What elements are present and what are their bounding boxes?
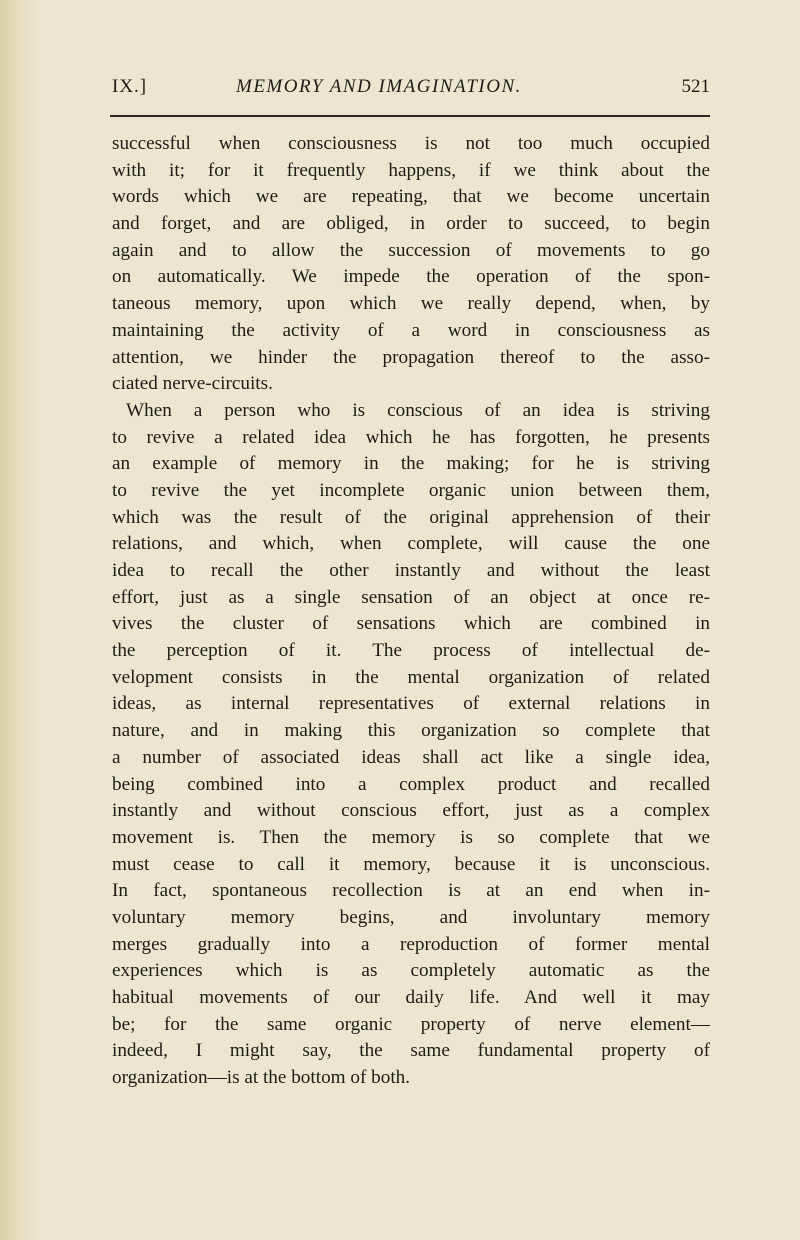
text-line: nature, and in making this organization so complete that (112, 720, 710, 742)
text-line: words which we are repeating, that we become uncertain (112, 186, 710, 208)
text-line: on automatically. We impede the operation of the spon- (112, 266, 710, 288)
text-line: being combined into a complex product and recalled (112, 773, 710, 795)
text-line: velopment consists in the mental organization of related (112, 666, 710, 688)
text-line: a number of associated ideas shall act like a single idea, (112, 746, 710, 768)
header-rule (110, 115, 710, 117)
page-number: 521 (681, 76, 710, 97)
text-line: In fact, spontaneous recollection is at an end when in- (112, 880, 710, 902)
text-line: to revive a related idea which he has forgotten, he presents (112, 426, 710, 448)
text-line: When a person who is conscious of an idea is striving (126, 399, 710, 421)
text-line: indeed, I might say, the same fundamental property of (112, 1040, 710, 1062)
text-line: voluntary memory begins, and involuntary memory (112, 906, 710, 928)
text-line: experiences which is as completely automatic as the (112, 960, 710, 982)
text-line: taneous memory, upon which we really depend, when, by (112, 293, 710, 315)
text-line: organization—is at the bottom of both. (112, 1067, 411, 1089)
text-line: ideas, as internal representatives of external relations in (112, 693, 710, 715)
text-line: with it; for it frequently happens, if we think about the (112, 159, 710, 181)
text-line: which was the result of the original apprehension of their (112, 506, 710, 528)
text-line: habitual movements of our daily life. And well it may (112, 987, 710, 1008)
text-line: instantly and without conscious effort, just as a complex (112, 800, 710, 822)
text-line: and forget, and are obliged, in order to succeed, to begin (112, 213, 710, 235)
text-line: the perception of it. The process of intellectual de- (112, 640, 710, 662)
text-line: idea to recall the other instantly and without the least (112, 560, 710, 581)
paragraph (112, 398, 710, 1092)
paragraph (112, 131, 710, 398)
text-line: to revive the yet incomplete organic union between them, (112, 479, 710, 501)
running-title: MEMORY AND IMAGINATION. (236, 76, 522, 97)
text-line: movement is. Then the memory is so complete that we (112, 826, 710, 848)
text-line: again and to allow the succession of movements to go (112, 239, 710, 261)
text-line: vives the cluster of sensations which are combined in (112, 613, 710, 635)
body-text (112, 131, 710, 1092)
chapter-label: IX.] (112, 76, 148, 97)
text-line: be; for the same organic property of nerve element— (112, 1013, 710, 1035)
text-line: an example of memory in the making; for he is striving (112, 453, 710, 475)
running-header (112, 76, 710, 110)
text-line: attention, we hinder the propagation thereof to the asso- (112, 346, 710, 368)
text-line: ciated nerve-circuits. (112, 373, 273, 395)
text-line: must cease to call it memory, because it is unconscious. (112, 853, 710, 875)
text-line: successful when consciousness is not too much occupied (112, 133, 710, 154)
text-line: maintaining the activity of a word in consciousness as (112, 319, 710, 341)
text-line: merges gradually into a reproduction of former mental (112, 933, 710, 955)
text-line: relations, and which, when complete, will cause the one (112, 533, 710, 555)
text-line: effort, just as a single sensation of an object at once re- (112, 586, 710, 608)
page-edge-shadow (0, 0, 40, 1240)
